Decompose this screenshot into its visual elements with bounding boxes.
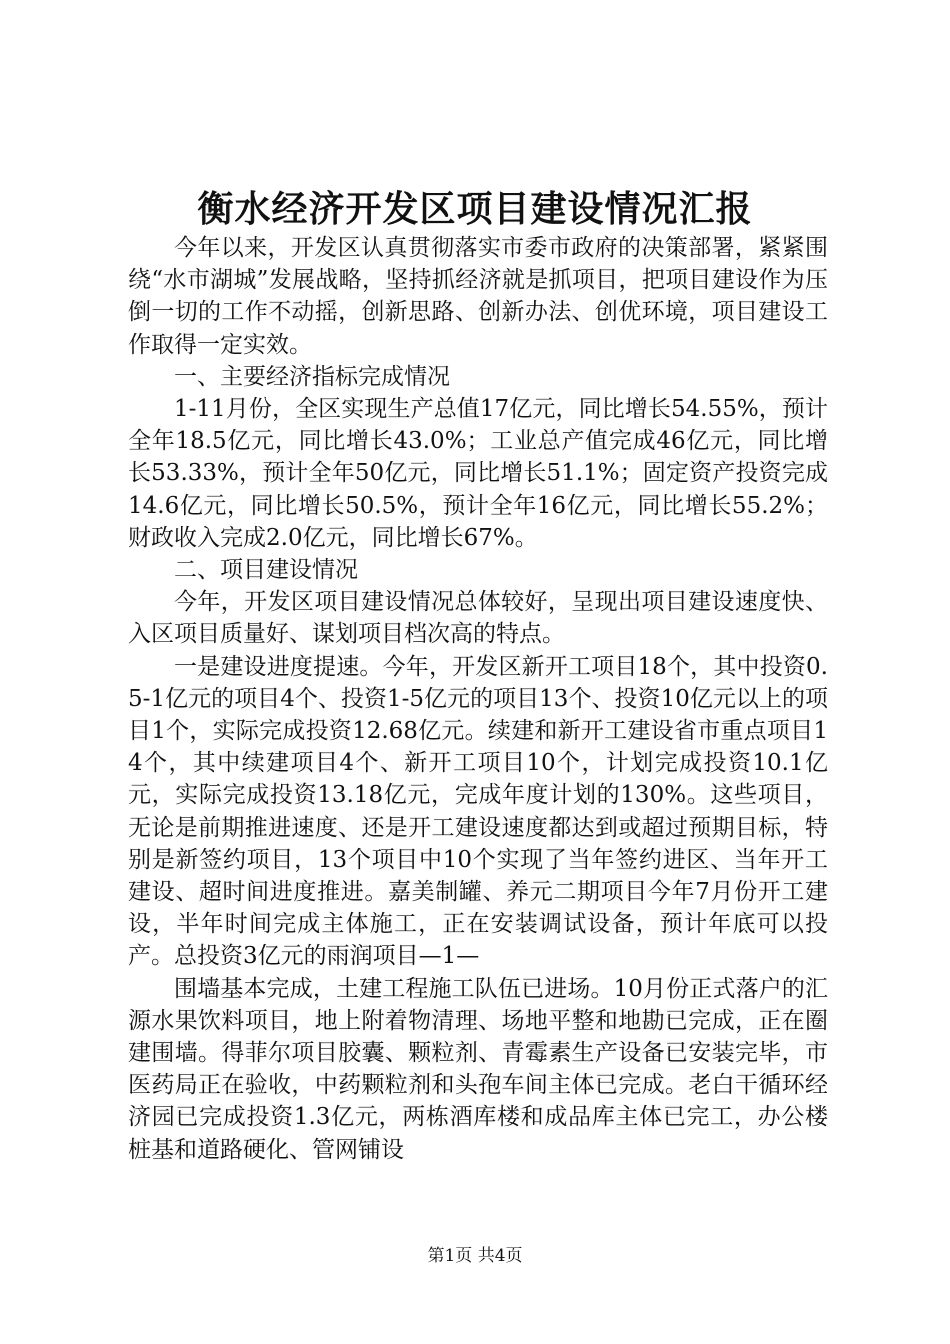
construction-details-paragraph: 围墙基本完成，土建工程施工队伍已进场。10月份正式落户的汇源水果饮料项目，地上附着物清理、场地平整和地勘已完成，正在圈建围墙。得菲尔项目胶囊、颗粒剂、青霉素生产设备已安装完毕，市医药局正在验收，中药颗粒剂和头孢车间主体已完成。老白干循环经济园已完成投资1.3亿元，两栋酒库楼和成品库主体已完工，办公楼桩基和道路硬化、管网铺设 bbox=[128, 975, 828, 1163]
indicators-paragraph: 1-11月份，全区实现生产总值17亿元，同比增长54.55%，预计全年18.5亿元，同比增长43.0%；工业总产值完成46亿元，同比增长53.33%，预计全年50亿元，同比增长51.1%；固定资产投资完成14.6亿元，同比增长50.5%，预计全年16亿元，同比增长55.2%；财政收入完成2.0亿元，同比增长67%。 bbox=[128, 396, 828, 551]
construction-progress-paragraph: 一是建设进度提速。今年，开发区新开工项目18个，其中投资0.5-1亿元的项目4个、投资1-5亿元的项目13个、投资10亿元以上的项目1个，实际完成投资12.68亿元。续建和新开工建设省市重点项目14个，其中续建项目4个、新开工项目10个，计划完成投资10.1亿元，实际完成投资13.18亿元，完成年度计划的130%。这些项目，无论是前期推进速度、还是开工建设速度都达到或超过预期目标，特别是新签约项目，13个项目中10个实现了当年签约进区、当年开工建设、超时间进度推进。嘉美制罐、养元二期项目今年7月份开工建设，半年时间完成主体施工，正在安装调试设备，预计年底可以投产。总投资3亿元的雨润项目—1— bbox=[128, 653, 828, 970]
document-body bbox=[128, 232, 828, 1166]
page-footer: 第1页 共4页 bbox=[427, 1246, 523, 1266]
document-title: 衡水经济开发区项目建设情况汇报 bbox=[197, 188, 753, 230]
section-heading-indicators: 一、主要经济指标完成情况 bbox=[174, 363, 450, 390]
projects-overview-paragraph: 今年，开发区项目建设情况总体较好，呈现出项目建设速度快、入区项目质量好、谋划项目档次高的特点。 bbox=[128, 589, 828, 648]
intro-paragraph: 今年以来，开发区认真贯彻落实市委市政府的决策部署，紧紧围绕“水市湖城”发展战略，坚持抓经济就是抓项目，把项目建设作为压倒一切的工作不动摇，创新思路、创新办法、创优环境，项目建设工作取得一定实效。 bbox=[128, 235, 828, 358]
section-heading-projects: 二、项目建设情况 bbox=[174, 557, 358, 584]
